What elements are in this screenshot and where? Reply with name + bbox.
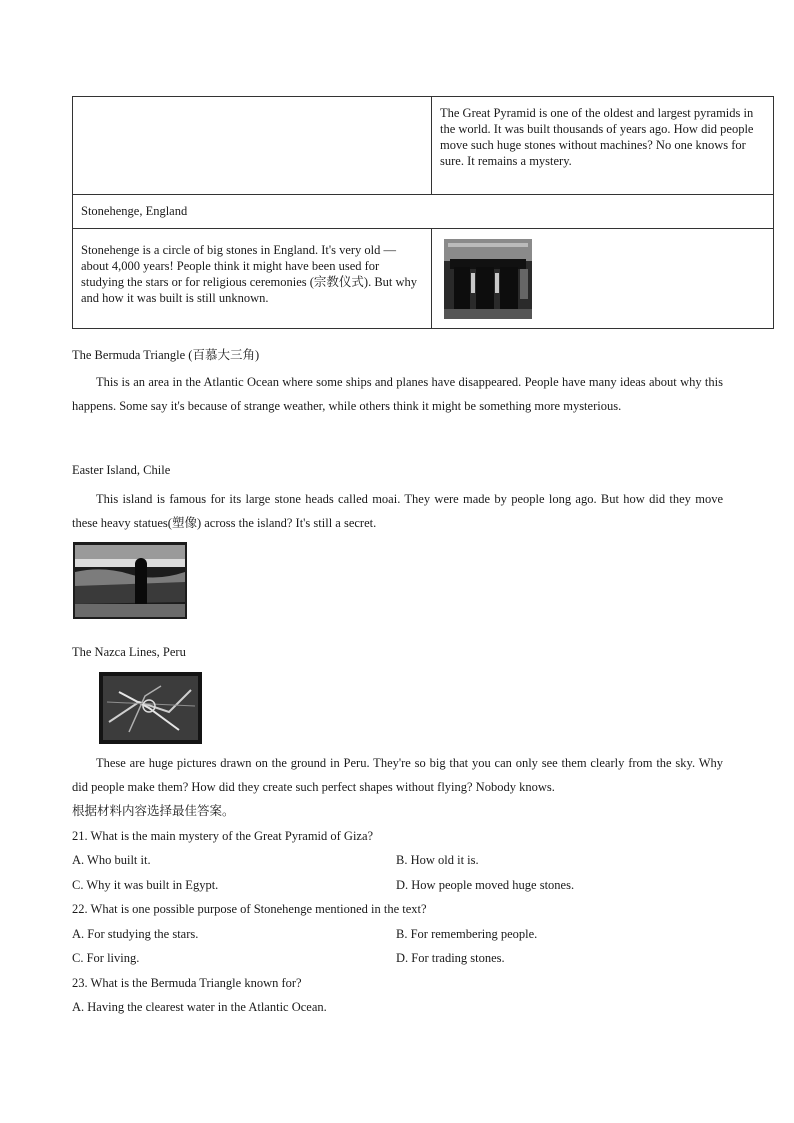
question-22-options-row <box>72 922 739 947</box>
pyramid-description: The Great Pyramid is one of the oldest and largest pyramids in the world. It was built thousands of years ago. How did people move such huge stones without machines? No one knows for sure. It remains a mystery. <box>432 97 774 195</box>
question-23-option-a[interactable]: A. Having the clearest water in the Atlantic Ocean. <box>72 1000 327 1014</box>
question-21-stem: 21. What is the main mystery of the Great Pyramid of Giza? <box>72 828 374 843</box>
question-23-stem: 23. What is the Bermuda Triangle known for? <box>72 975 302 990</box>
easter-island-title: Easter Island, Chile <box>72 463 171 477</box>
question-21-options-row <box>72 873 739 898</box>
questions-section <box>72 799 739 1020</box>
mystery-table <box>72 96 774 329</box>
question-21-option-c[interactable]: C. Why it was built in Egypt. <box>72 877 219 892</box>
document-page <box>72 96 754 1014</box>
question-21-option-b[interactable]: B. How old it is. <box>396 853 479 867</box>
bermuda-title: The Bermuda Triangle (百慕大三角) <box>72 348 260 362</box>
question-22-option-b[interactable]: B. For remembering people. <box>396 926 538 941</box>
stonehenge-image-cell <box>432 229 774 329</box>
nazca-lines-title: The Nazca Lines, Peru <box>72 645 186 659</box>
question-22-option-c[interactable]: C. For living. <box>72 951 140 965</box>
bermuda-paragraph: This is an area in the Atlantic Ocean where some ships and planes have disappeared. People have many ideas about why this happens. Some say it's because of strange weather, while others think it might be something more mysterious. <box>72 375 723 413</box>
stonehenge-photo <box>444 239 532 319</box>
question-21-options-row <box>72 848 739 873</box>
table-empty-cell <box>73 97 432 195</box>
question-21-option-d[interactable]: D. How people moved huge stones. <box>396 877 575 892</box>
question-22-options-row <box>72 946 739 971</box>
question-23-options-row <box>72 995 739 1020</box>
question-22-stem: 22. What is one possible purpose of Stonehenge mentioned in the text? <box>72 902 427 916</box>
question-21-option-a[interactable]: A. Who built it. <box>72 853 151 867</box>
easter-island-photo <box>73 542 187 619</box>
instruction-text: 根据材料内容选择最佳答案。 <box>72 803 235 818</box>
stonehenge-description: Stonehenge is a circle of big stones in England. It's very old — about 4,000 years! People think it might have been used for studying the stars or for religious ceremonies (宗教仪式). But why and how it was built is still unknown. <box>73 229 432 329</box>
question-22-option-a[interactable]: A. For studying the stars. <box>72 926 199 941</box>
table-row <box>73 97 774 195</box>
stonehenge-title: Stonehenge, England <box>73 195 774 229</box>
table-row <box>73 229 774 329</box>
nazca-lines-paragraph: These are huge pictures drawn on the ground in Peru. They're so big that you can only see them clearly from the sky. Why did people make them? How did they create such perfect shapes without flying? Nobody knows. <box>72 756 723 794</box>
question-22-option-d[interactable]: D. For trading stones. <box>396 951 505 965</box>
table-row <box>73 195 774 229</box>
nazca-lines-photo <box>99 672 202 744</box>
easter-island-paragraph: This island is famous for its large stone heads called moai. They were made by people long ago. But how did they move these heavy statues(塑像) across the island? It's still a secret. <box>72 492 723 530</box>
